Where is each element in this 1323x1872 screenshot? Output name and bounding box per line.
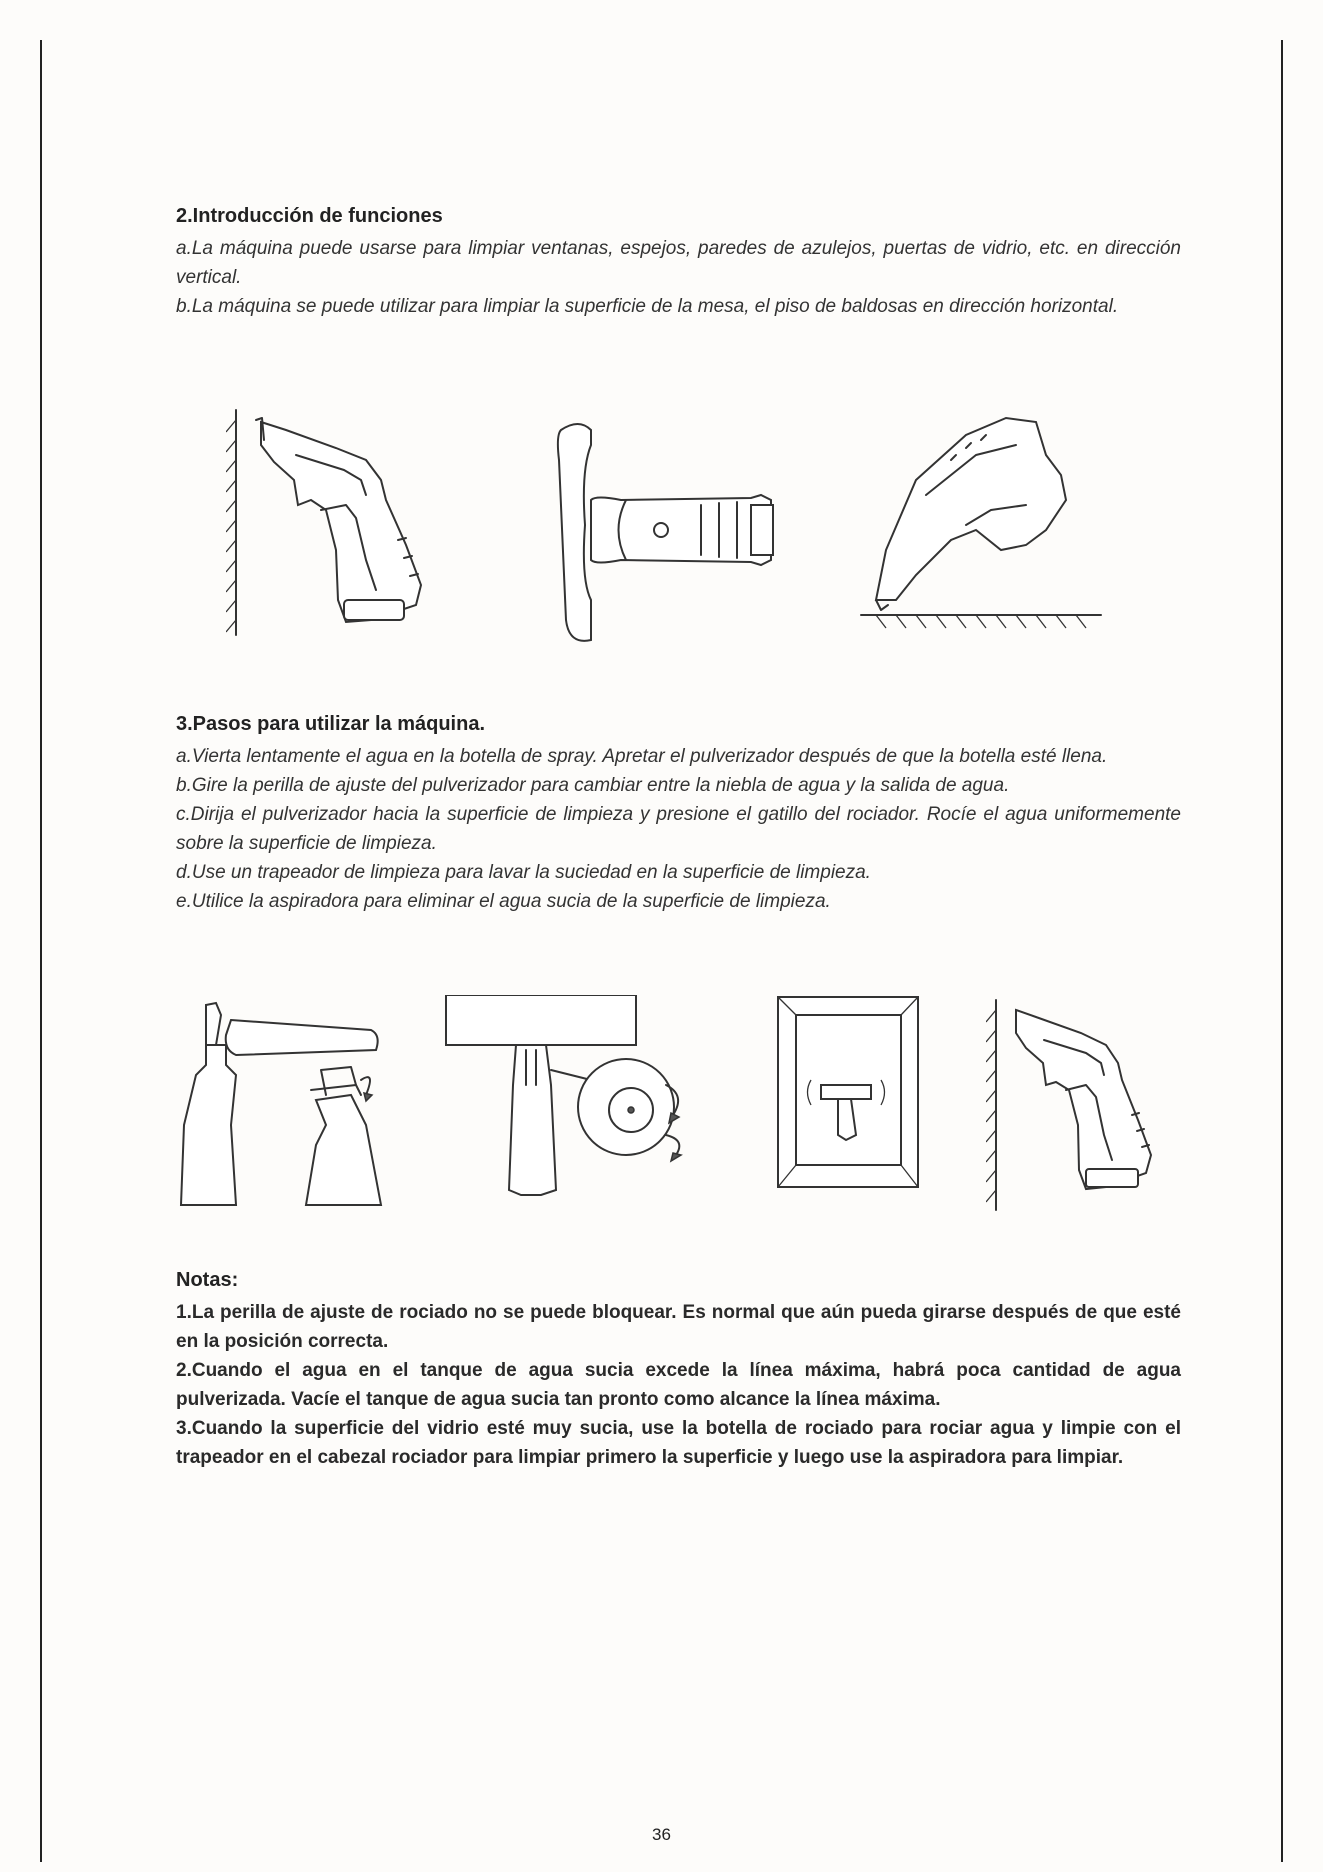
steps-item-c: c.Dirija el pulverizador hacia la superficie de limpieza y presione el gatillo del rociador. Rocíe el agua uniformemente sobre la superficie de limpieza. <box>176 804 1181 854</box>
spray-mop-knob-icon <box>441 995 691 1215</box>
vacuum-on-wall-icon <box>986 995 1176 1215</box>
section-functions-heading: 2.Introducción de funciones <box>176 205 443 227</box>
section-steps-heading: 3.Pasos para utilizar la máquina. <box>176 713 486 735</box>
vacuum-vertical-wall-icon <box>226 400 456 650</box>
right-margin-rule <box>1281 40 1283 1862</box>
steps-item-e: e.Utilice la aspiradora para eliminar el agua sucia de la superficie de limpieza. <box>176 891 831 912</box>
spray-bottle-fill-icon <box>176 995 396 1215</box>
page-number: 36 <box>652 1825 671 1844</box>
left-margin-rule <box>40 40 42 1862</box>
section-steps <box>176 713 1181 916</box>
section-notes-heading: Notas: <box>176 1269 239 1291</box>
note-item-1: 1.La perilla de ajuste de rociado no se puede bloquear. Es normal que aún pueda girarse después de que esté en la posición correcta. <box>176 1302 1181 1352</box>
note-item-3: 3.Cuando la superficie del vidrio esté muy sucia, use la botella de rociado para rociar agua y limpie con el trapeador en el cabezal rociador para limpiar primero la superficie y luego use la aspiradora para limpiar. <box>176 1418 1181 1468</box>
steps-item-d: d.Use un trapeador de limpieza para lavar la suciedad en la superficie de limpieza. <box>176 862 871 883</box>
vacuum-front-view-icon <box>551 400 791 650</box>
steps-item-a: a.Vierta lentamente el agua en la botella de spray. Apretar el pulverizador después de que la botella esté llena. <box>176 746 1108 767</box>
vacuum-horizontal-floor-icon <box>856 400 1106 650</box>
section-functions <box>176 205 1181 321</box>
section-notes <box>176 1269 1181 1472</box>
functions-figure-row <box>176 400 1181 650</box>
steps-figure-row <box>176 995 1181 1225</box>
functions-item-b: b.La máquina se puede utilizar para limpiar la superficie de la mesa, el piso de baldosas en dirección horizontal. <box>176 296 1119 317</box>
functions-item-a: a.La máquina puede usarse para limpiar ventanas, espejos, paredes de azulejos, puertas de vidrio, etc. en dirección vertical. <box>176 238 1181 288</box>
steps-item-b: b.Gire la perilla de ajuste del pulverizador para cambiar entre la niebla de agua y la salida de agua. <box>176 775 1010 796</box>
window-spraying-icon <box>776 995 921 1195</box>
note-item-2: 2.Cuando el agua en el tanque de agua sucia excede la línea máxima, habrá poca cantidad de agua pulverizada. Vacíe el tanque de agua sucia tan pronto como alcance la línea máxima. <box>176 1360 1181 1410</box>
